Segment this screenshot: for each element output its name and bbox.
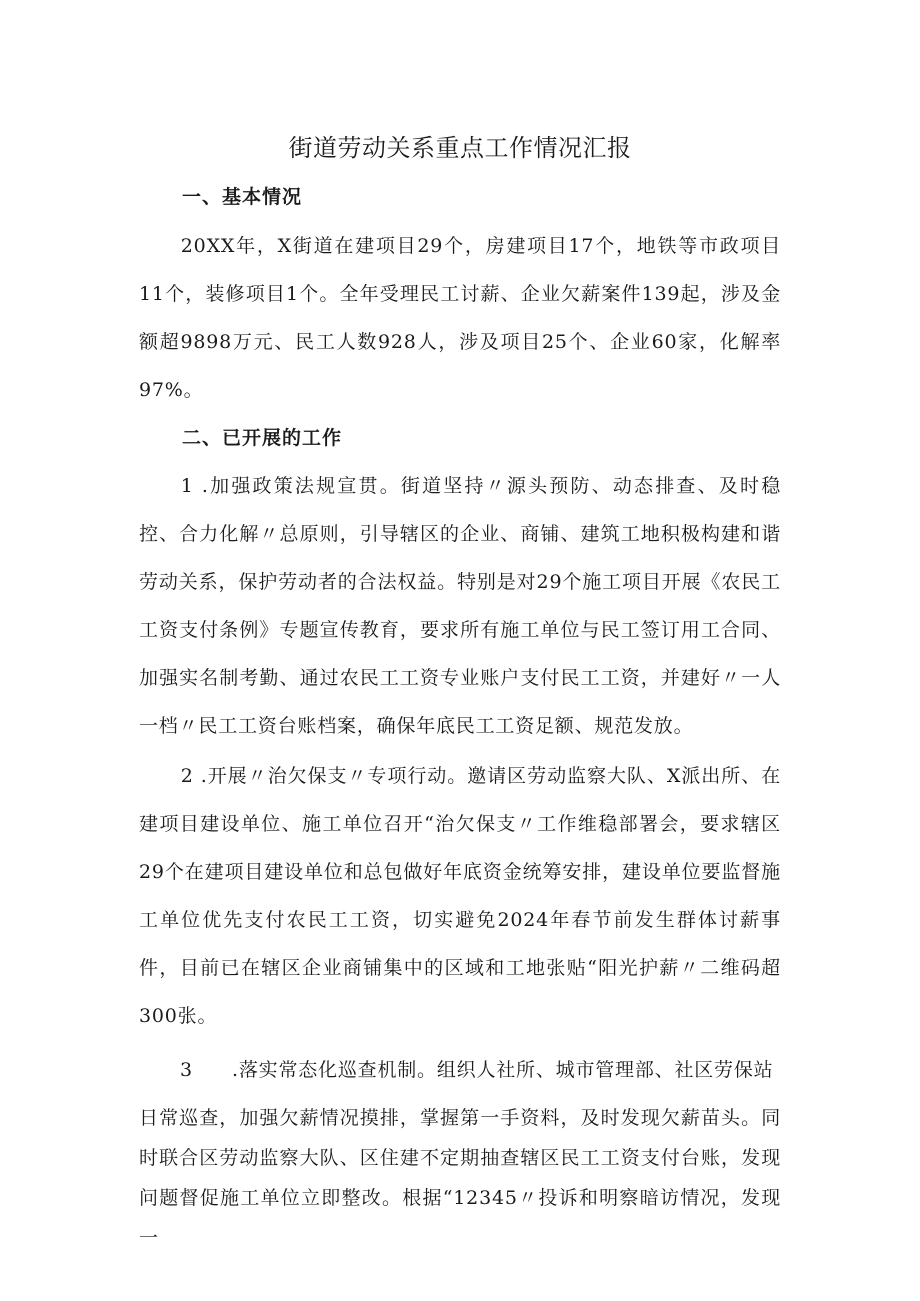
paragraph-basic-situation: 20XX年，X街道在建项目29个，房建项目17个，地铁等市政项目11个，装修项目1个。全年受理民工讨薪、企业欠薪案件139起，涉及金额超9898万元、民工人数928人，涉及项目25个、企业60家，化解率97%。 <box>139 235 781 401</box>
paragraph-item-1: 1 .加强政策法规宣贯。街道坚持〃源头预防、动态排查、及时稳控、合力化解〃总原则，引导辖区的企业、商铺、建筑工地积极构建和谐劳动关系，保护劳动者的合法权益。特别是对29个施工项目开展《农民工工资支付条例》专题宣传教育，要求所有施工单位与民工签订用工合同、加强实名制考勤、通过农民工工资专业账户支付民工工资，并建好〃一人一档〃民工工资台账档案，确保年底民工工资足额、规范发放。 <box>139 475 781 737</box>
item-3-number: 3 <box>180 1059 193 1081</box>
section-heading-basic-situation: 一、基本情况 <box>182 186 303 208</box>
paragraph-item-3-body: 日常巡查，加强欠薪情况摸排，掌握第一手资料，及时发现欠薪苗头。同时联合区劳动监察大队、区住建不定期抽查辖区民工工资支付台账，发现问题督促施工单位立即整改。根据“12345〃投诉和明察暗访情况，发现一 <box>139 1107 781 1249</box>
item-3-heading: .落实常态化巡查机制。组织人社所、城市管理部、社区劳保站 <box>232 1059 774 1081</box>
section-heading-work-done: 二、已开展的工作 <box>182 427 343 449</box>
document-title: 街道劳动关系重点工作情况汇报 <box>288 134 632 162</box>
paragraph-item-2: 2 .开展〃治欠保支〃专项行动。邀请区劳动监察大队、X派出所、在建项目建设单位、施工单位召开“治欠保支〃工作维稳部署会，要求辖区29个在建项目建设单位和总包做好年底资金统筹安排，建设单位要监督施工单位优先支付农民工工资，切实避免2024年春节前发生群体讨薪事件，目前已在辖区企业商铺集中的区域和工地张贴“阳光护薪〃二维码超300张。 <box>139 765 781 1027</box>
